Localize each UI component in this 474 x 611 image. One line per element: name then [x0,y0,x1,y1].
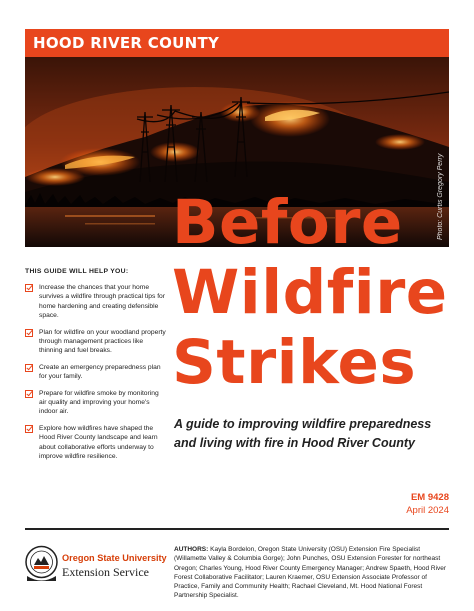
authors-label: AUTHORS: [174,546,209,553]
checkbox-icon [25,425,33,433]
list-item-text: Prepare for wildfire smoke by monitoring air quality and improving your home's indoor air. [39,389,159,416]
authors-block [174,545,450,601]
checkbox-icon [25,390,33,398]
checkbox-icon [25,284,33,292]
list-item-text: Explore how wildfires have shaped the Hood River County landscape and learn about collaborative efforts underway to improve wildfire resilience. [39,424,158,461]
list-item [25,363,167,382]
list-item [25,328,167,356]
footer-divider [25,528,449,530]
guide-heading: THIS GUIDE WILL HELP YOU: [25,268,129,275]
logo-extension-service: Extension Service [62,565,149,579]
title-line-1: Before [172,187,403,258]
list-item-text: Create an emergency preparedness plan for your family. [39,363,161,381]
county-banner-text: HOOD RIVER COUNTY [33,34,220,52]
list-item [25,283,167,321]
photo-credit: Photo: Curtis Gregory Perry [437,153,444,240]
osu-extension-logo [25,545,167,587]
publication-date: April 2024 [406,505,449,516]
logo-university-name: Oregon State University [62,553,167,563]
list-item [25,424,167,462]
publication-number: EM 9428 [410,492,449,503]
list-item [25,389,167,417]
list-item-text: Plan for wildfire on your woodland property through management practices like thinning and fuel breaks. [39,328,166,355]
subtitle: A guide to improving wildfire preparedness and living with fire in Hood River County [174,417,432,450]
title-line-3: Strikes [172,327,417,398]
osu-seal-icon [25,545,58,583]
authors-text: Kayla Bordelon, Oregon State University (OSU) Extension Fire Specialist (Willamette Valley & Columbia Gorge); John Punches, OSU Extension Forester for northeast Oregon; Charles Young, Hood River County Emergency Manager; Andrew Spaeth, Hood River Forest Collaborative Facilitator; Lauren Kraemer, OSU Extension Associate Professor of Practice, Family and Community Health; Rachael Cleveland, Mt. Hood National Forest Partnership Specialist. [174,546,447,600]
guide-list [25,283,167,469]
county-banner [25,29,449,57]
title-line-2: Wildfire [172,257,448,328]
list-item-text: Increase the chances that your home survives a wildfire through practical tips for home hardening and creating defensible space. [39,284,165,320]
checkbox-icon [25,329,33,337]
checkbox-icon [25,364,33,372]
